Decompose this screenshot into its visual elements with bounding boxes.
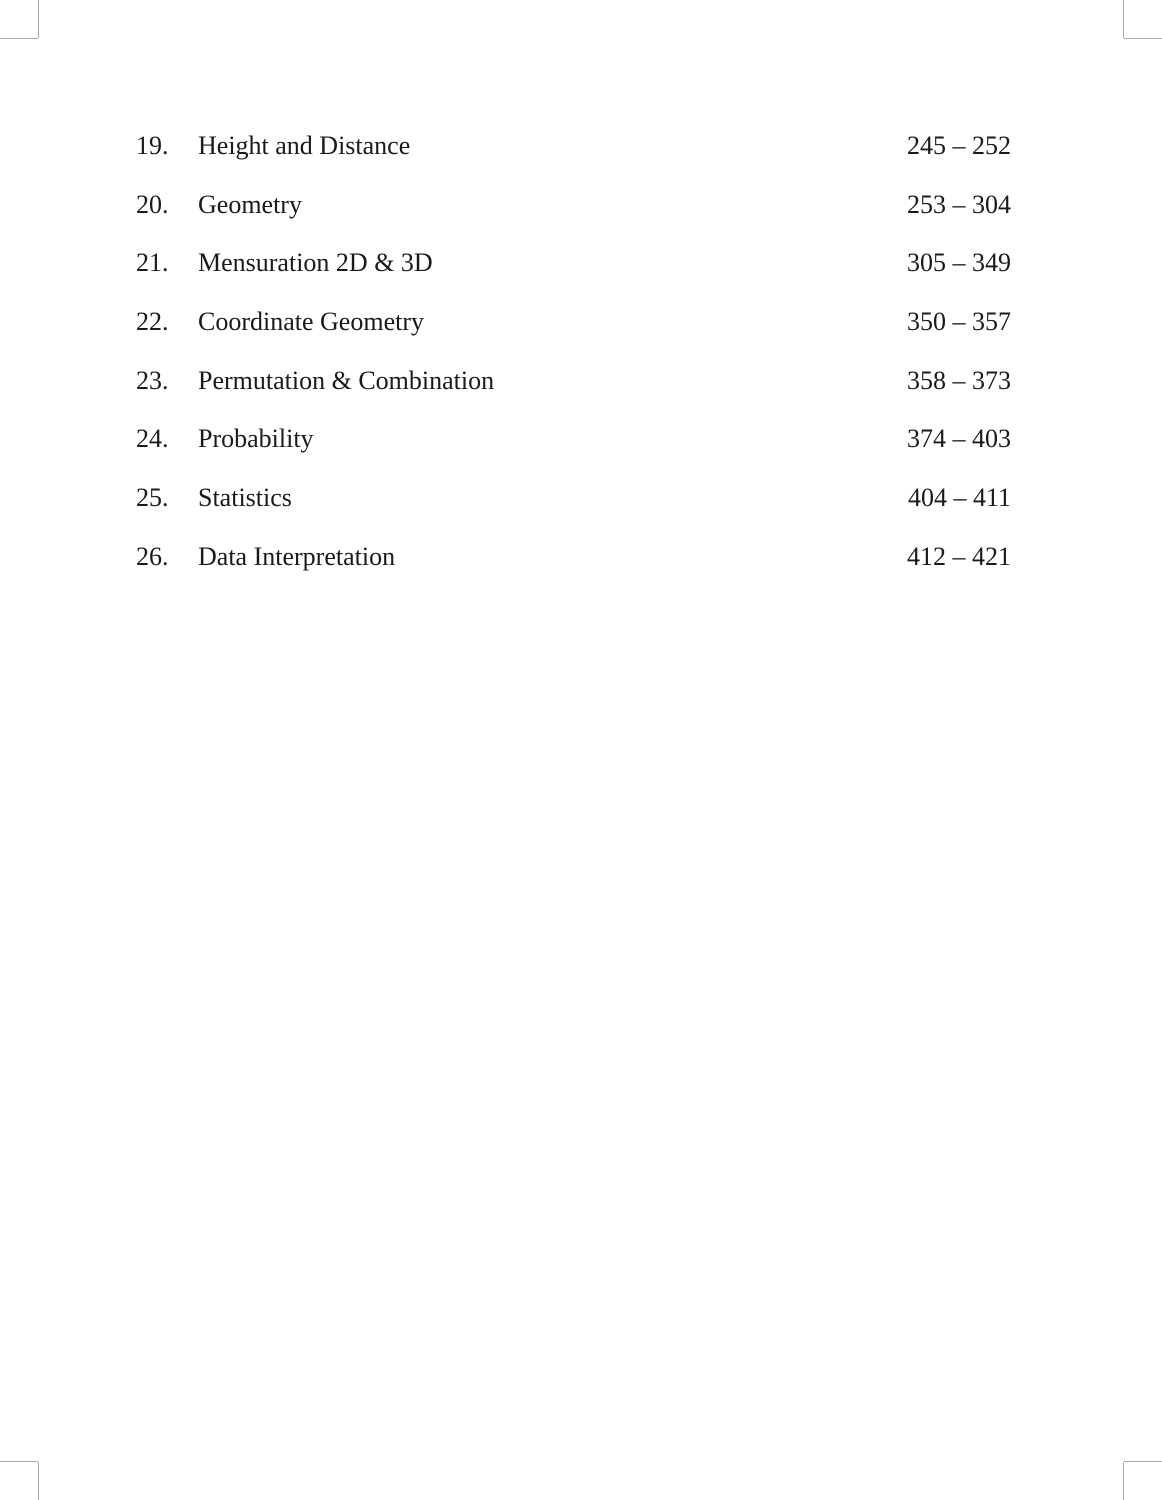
page-range: 358 – 373 bbox=[907, 365, 1011, 395]
page-range: 305 – 349 bbox=[907, 248, 1011, 278]
crop-mark-top-right-vertical bbox=[1123, 0, 1124, 38]
page-range: 404 – 411 bbox=[907, 483, 1011, 513]
toc-entry bbox=[136, 302, 1011, 361]
chapter-title: Mensuration 2D & 3D bbox=[198, 248, 433, 278]
chapter-number: 25. bbox=[136, 483, 169, 513]
chapter-title: Geometry bbox=[198, 189, 302, 219]
toc-entry bbox=[136, 185, 1011, 244]
crop-mark-bottom-left-horizontal bbox=[0, 1461, 38, 1462]
crop-mark-bottom-right-vertical bbox=[1123, 1462, 1124, 1500]
chapter-title: Data Interpretation bbox=[198, 541, 396, 571]
chapter-title: Statistics bbox=[198, 483, 292, 513]
crop-mark-top-right-horizontal bbox=[1124, 38, 1162, 39]
page-range: 253 – 304 bbox=[907, 189, 1011, 219]
chapter-title: Permutation & Combination bbox=[198, 365, 495, 395]
toc-entry bbox=[136, 243, 1011, 302]
page-range: 374 – 403 bbox=[907, 424, 1011, 454]
toc-entry bbox=[136, 126, 1011, 185]
crop-mark-top-left-horizontal bbox=[0, 38, 38, 39]
toc-entry bbox=[136, 361, 1011, 420]
chapter-number: 20. bbox=[136, 189, 169, 219]
page-range: 350 – 357 bbox=[907, 307, 1011, 337]
toc-entry bbox=[136, 537, 1011, 596]
chapter-number: 24. bbox=[136, 424, 169, 454]
chapter-number: 19. bbox=[136, 131, 169, 160]
chapter-number: 21. bbox=[136, 248, 169, 278]
chapter-number: 23. bbox=[136, 365, 169, 395]
toc-entry bbox=[136, 419, 1011, 478]
crop-mark-bottom-left-vertical bbox=[38, 1462, 39, 1500]
crop-mark-bottom-right-horizontal bbox=[1124, 1461, 1162, 1462]
crop-mark-top-left-vertical bbox=[38, 0, 39, 38]
chapter-number: 26. bbox=[136, 541, 169, 571]
table-of-contents bbox=[136, 126, 1011, 596]
page-range: 245 – 252 bbox=[907, 131, 1011, 160]
toc-entry bbox=[136, 478, 1011, 537]
chapter-title: Height and Distance bbox=[198, 131, 411, 160]
chapter-title: Coordinate Geometry bbox=[198, 307, 424, 337]
chapter-number: 22. bbox=[136, 307, 169, 337]
page-range: 412 – 421 bbox=[907, 541, 1011, 571]
chapter-title: Probability bbox=[198, 424, 314, 454]
